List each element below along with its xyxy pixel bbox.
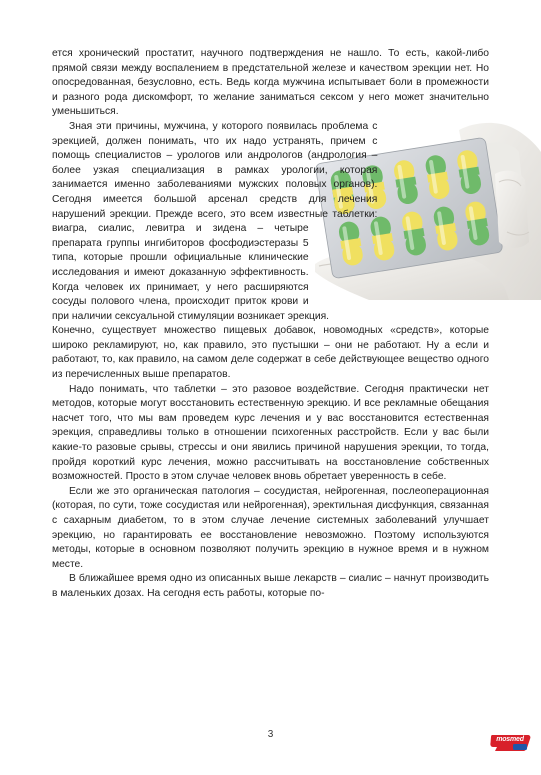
logo-text: mosmed xyxy=(496,736,524,743)
page-number: 3 xyxy=(267,729,274,740)
paragraph-6: В ближайшее время одно из описанных выше лекарств – сиалис – начнут производить в маленьких дозах. На сегодня есть работы, которые по- xyxy=(52,573,489,599)
paragraph-2: Зная эти причины, мужчина, у которого появилась проблема с эрекцией, должен понимать, что их надо устранять, причем с помощь специалистов – урологов или андрологов (андрология – более узкая специализация в рамках урологии, которая занимается именно заболеваниями мужских половых органов). Сегодня имеется большой арсенал средств для лечения нарушений эрекции. Прежде всего, это всем известные таблетки: виагра, сиалис, левитра и зидена – четыре препарата группы ингибиторов фосфодиэстеразы 5 типа, которые прошли официальные клинические исследования и имеют доказанную эффективность. Когда человек их принимает, у него расширяются сосуды полового члена, происходит приток крови и при наличии сексуальной стимуляции возникает эрекция. xyxy=(52,120,378,322)
article-text xyxy=(52,47,489,602)
paragraph-5: Если же это органическая патология – сосудистая, нейрогенная, послеоперационная (которая, по сути, тоже сосудистая или нейрогенная), эректильная дисфункция, связанная с сахарным диабетом, то в этом случае лечение системных заболеваний улучшает эрекцию, но гарантировать ее восстановление невозможно. Поэтому используются методы, которые в основном позволяют получить эрекцию в нужное время и в нужном месте. xyxy=(52,485,489,570)
paragraph-1: ется хронический простатит, научного подтверждения не нашло. То есть, какой-либо прямой связи между воспалением в предстательной железе и качеством эрекции нет. Но опосредованная, безусловно, есть. Ведь когда мужчина испытывает боли в промежности и разного рода дискомфорт, то желание заниматься сексом у него может значительно уменьшиться. xyxy=(52,48,489,118)
mosmed-logo-icon xyxy=(489,733,531,752)
paragraph-3: Конечно, существует множество пищевых добавок, новомодных «средств», которые широко рекламируют, но, как правило, это пустышки – они не работают. Ну а если и работают, то, как правило, на самом деле содержат в себе действующее вещество одного из перечисленных выше препаратов. xyxy=(52,325,489,381)
paragraph-4: Надо понимать, что таблетки – это разовое воздействие. Сегодня практически нет методов, которые могут восстановить естественную эрекцию. И все рекламные обещания насчет того, что мы вам проведем курс лечения и у вас восстановится естественная эрекция, справедливы только в отношении психогенных расстройств. Если у вас были какие-то разовые срывы, стрессы и они явились причиной нарушения эрекции, то тогда, пройдя короткий курс лечения, можно рассчитывать на восстановление собственных возможностей. Просто в этом случае человек вновь обретает уверенность в себе. xyxy=(52,383,489,483)
